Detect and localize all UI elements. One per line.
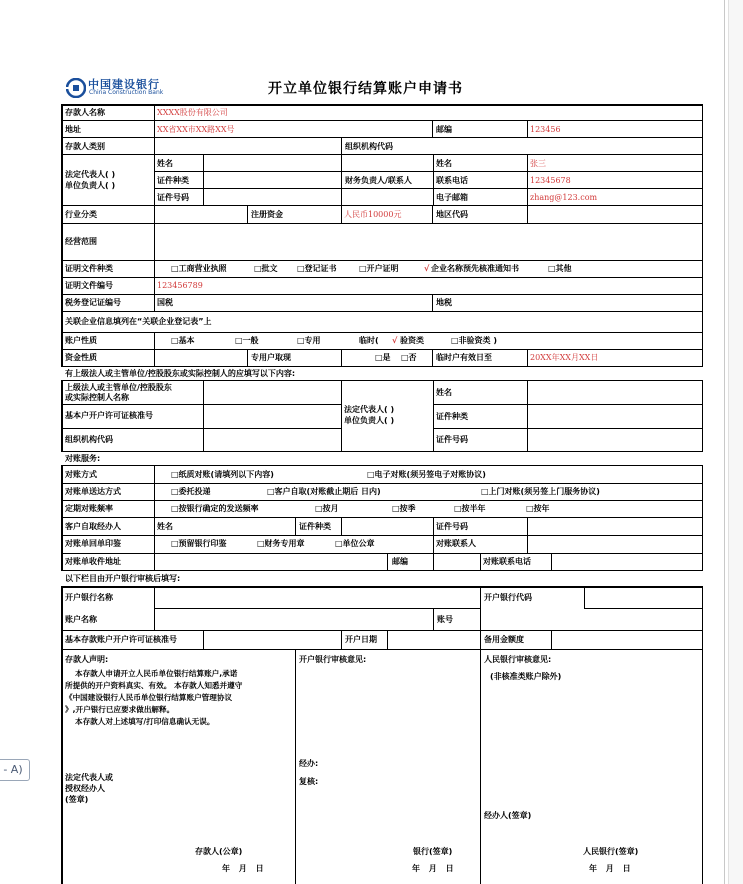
freq-year-option[interactable]: □按年 <box>526 504 550 513</box>
email-value[interactable]: zhang@123.com <box>530 193 598 202</box>
account-no-label: 账号 <box>437 615 453 624</box>
declaration-line-4: 》,开户银行已应要求做出解释。 <box>65 705 175 714</box>
grid-line <box>247 349 248 367</box>
grid-line <box>61 349 703 350</box>
grid-line <box>341 154 342 206</box>
opening-bank-name-label: 开户银行名称 <box>65 593 113 602</box>
grid-line <box>433 553 434 571</box>
seal-reserved-option[interactable]: □预留银行印鉴 <box>171 539 227 548</box>
signer-label-3: (签章) <box>65 795 89 804</box>
grid-line <box>433 608 434 630</box>
grid-line <box>527 535 528 553</box>
industry-label: 行业分类 <box>65 210 97 219</box>
cert-option-other[interactable]: □其他 <box>548 264 572 273</box>
bank-name-en: China Construction Bank <box>89 89 164 96</box>
grid-line <box>154 465 155 571</box>
recon-freq-label: 定期对账频率 <box>65 504 113 513</box>
grid-line <box>154 104 155 311</box>
account-name-label: 账户名称 <box>65 615 97 624</box>
grid-line <box>584 586 585 608</box>
grid-line <box>295 517 296 535</box>
superior-note: 有上级法人或主管单位/控股股东或实际控制人的应填写以下内容: <box>65 369 296 378</box>
pboc-review-subtitle: (非核准类账户除外) <box>490 672 562 681</box>
grid-line <box>551 553 552 571</box>
grid-line <box>433 517 434 535</box>
ccb-logo-icon <box>66 78 86 98</box>
national-tax-label: 国税 <box>157 298 173 307</box>
seal-company-option[interactable]: □单位公章 <box>335 539 375 548</box>
reserve-amount-label: 备用金额度 <box>484 635 524 644</box>
cert-no-value[interactable]: 123456789 <box>157 281 203 290</box>
side-tab[interactable]: - A) <box>0 759 30 781</box>
signer-label-2: 授权经办人 <box>65 784 105 793</box>
grid-line <box>480 649 481 884</box>
recon-seal-label: 对账单回单印鉴 <box>65 539 121 548</box>
legal-id-type-label: 证件种类 <box>157 176 189 185</box>
agent-id-type-label: 证件种类 <box>299 522 331 531</box>
freq-half-option[interactable]: □按半年 <box>454 504 486 513</box>
grid-line <box>61 137 703 138</box>
grid-line <box>154 586 155 630</box>
grid-line <box>527 120 528 138</box>
declaration-line-5: 本存款人对上述填写/打印信息确认无误。 <box>75 717 215 726</box>
grid-line <box>61 311 703 312</box>
grid-line <box>433 535 434 553</box>
grid-line <box>61 120 703 121</box>
seal-finance-option[interactable]: □财务专用章 <box>257 539 305 548</box>
grid-line <box>61 380 703 381</box>
temp-expiry-value[interactable]: 20XX年XX月XX日 <box>530 353 599 362</box>
grid-line <box>551 630 552 650</box>
email-label: 电子邮箱 <box>436 193 468 202</box>
grid-line <box>527 349 528 367</box>
grid-line <box>61 483 703 484</box>
grid-line <box>527 205 528 224</box>
grid-line <box>61 366 703 367</box>
recon-delivery-label: 对账单送达方式 <box>65 487 121 496</box>
superior-org-code-label: 组织机构代码 <box>65 435 113 444</box>
grid-line <box>61 649 703 650</box>
bank-logo <box>66 76 186 98</box>
grid-line <box>387 553 388 571</box>
grid-line <box>61 404 341 405</box>
account-basic-option[interactable]: □基本 <box>171 336 195 345</box>
superior-name-label-2: 或实际控制人名称 <box>65 393 129 402</box>
account-temp-capital-option[interactable]: 验资类 <box>400 336 424 345</box>
local-tax-label: 地税 <box>436 298 452 307</box>
business-scope-label: 经营范围 <box>65 237 97 246</box>
grid-line <box>61 332 703 333</box>
depositor-type-label: 存款人类别 <box>65 142 105 151</box>
temp-expiry-label: 临时户有效日至 <box>436 353 492 362</box>
grid-line <box>61 154 703 155</box>
account-general-option[interactable]: □一般 <box>235 336 259 345</box>
fund-nature-label: 资金性质 <box>65 353 97 362</box>
grid-line <box>341 205 342 224</box>
capital-label: 注册资金 <box>251 210 283 219</box>
grid-line <box>154 171 703 172</box>
grid-line <box>527 154 528 206</box>
signer-label-1: 法定代表人或 <box>65 773 113 782</box>
grid-line <box>61 586 63 884</box>
opening-bank-code-label: 开户银行代码 <box>484 593 532 602</box>
superior-name-label: 姓名 <box>436 388 452 397</box>
pboc-date: 年 月 日 <box>589 864 631 873</box>
legal-id-no-label: 证件号码 <box>157 193 189 202</box>
tax-reg-label: 税务登记证编号 <box>65 298 121 307</box>
pboc-seal-label: 人民银行(签章) <box>583 847 639 856</box>
grid-line <box>480 553 481 571</box>
grid-line <box>61 570 703 571</box>
grid-line <box>154 332 155 367</box>
delivery-door-option[interactable]: □上门对账(须另签上门服务协议) <box>481 487 600 496</box>
grid-line <box>154 188 703 189</box>
recon-contact-label: 对账联系人 <box>436 539 476 548</box>
grid-line <box>480 630 481 650</box>
grid-line <box>387 630 388 650</box>
postcode-label: 邮编 <box>436 125 452 134</box>
cert-no-label: 证明文件编号 <box>65 281 113 290</box>
grid-line <box>702 465 703 571</box>
freq-month-option[interactable]: □按月 <box>315 504 339 513</box>
grid-line <box>61 586 703 588</box>
grid-line <box>61 465 703 466</box>
grid-line <box>702 332 703 367</box>
grid-line <box>433 404 703 405</box>
related-enterprise-note: 关联企业信息填列在“关联企业登记表”上 <box>65 317 212 326</box>
grid-line <box>61 517 703 518</box>
pboc-review-title: 人民银行审核意见: <box>484 655 552 664</box>
bank-date: 年 月 日 <box>412 864 454 873</box>
fetch-yes-option[interactable]: □是 <box>375 353 391 362</box>
checked-mark-icon: √ <box>392 336 398 345</box>
declaration-line-3: 《中国建设银行人民币单位银行结算账户管理协议 <box>65 693 233 702</box>
grid-line <box>341 380 342 452</box>
grid-line <box>341 137 342 155</box>
checked-mark-icon: √ <box>424 264 430 273</box>
grid-line <box>154 608 480 609</box>
account-temp-noncapital-option[interactable]: □非验资类 ) <box>451 336 497 345</box>
superior-id-no-label: 证件号码 <box>436 435 468 444</box>
grid-line <box>61 104 63 334</box>
grid-line <box>480 586 481 608</box>
depositor-date: 年 月 日 <box>222 864 264 873</box>
postcode-value[interactable]: 123456 <box>530 125 561 134</box>
vertical-scrollbar[interactable] <box>728 0 743 884</box>
finance-contact-label: 财务负责人/联系人 <box>345 176 412 185</box>
depositor-name-value[interactable]: XXXX股份有限公司 <box>157 108 228 117</box>
bank-reviewer-label: 复核: <box>299 777 319 786</box>
grid-line <box>61 104 703 106</box>
bank-review-title: 开户银行审核意见: <box>299 655 367 664</box>
grid-line <box>432 120 433 138</box>
account-special-option[interactable]: □专用 <box>297 336 321 345</box>
agent-id-no-label: 证件号码 <box>436 522 468 531</box>
account-nature-label: 账户性质 <box>65 336 97 345</box>
grid-line <box>61 500 703 501</box>
grid-line <box>61 294 703 295</box>
recon-postcode-label: 邮编 <box>392 557 408 566</box>
grid-line <box>203 154 204 206</box>
grid-line <box>584 608 703 609</box>
grid-line <box>702 104 703 334</box>
phone-value[interactable]: 12345678 <box>530 176 571 185</box>
grid-line <box>61 451 703 452</box>
self-pickup-agent-label: 客户自取经办人 <box>65 522 121 531</box>
declaration-title: 存款人声明: <box>65 655 109 664</box>
grid-line <box>61 630 703 631</box>
grid-line <box>527 380 528 452</box>
grid-line <box>61 277 703 278</box>
recon-method-label: 对账方式 <box>65 470 97 479</box>
legal-name-label: 姓名 <box>157 159 173 168</box>
cert-option-name-approval[interactable]: 企业名称预先核准通知书 <box>431 264 519 273</box>
grid-line <box>341 517 342 535</box>
recon-section-label: 对账服务: <box>65 454 101 463</box>
grid-line <box>61 332 63 367</box>
grid-line <box>702 586 703 884</box>
phone-label: 联系电话 <box>436 176 468 185</box>
bank-handler-label: 经办: <box>299 759 319 768</box>
depositor-seal-label: 存款人(公章) <box>195 847 243 856</box>
grid-line <box>341 349 342 367</box>
cert-option-registration[interactable]: □登记证书 <box>297 264 337 273</box>
legal-rep-label-1: 法定代表人( ) <box>65 170 116 179</box>
grid-line <box>433 380 434 452</box>
address-label: 地址 <box>65 125 81 134</box>
grid-line <box>61 535 703 536</box>
superior-id-type-label: 证件种类 <box>436 412 468 421</box>
recon-paper-option[interactable]: □纸质对账(请填列以下内容) <box>171 470 274 479</box>
delivery-self-option[interactable]: □客户自取(对账截止期后 日内) <box>267 487 381 496</box>
form-title: 开立单位银行结算账户申请书 <box>268 81 463 97</box>
grid-line <box>295 649 296 884</box>
superior-legal-label-2: 单位负责人( ) <box>344 416 395 425</box>
capital-value[interactable]: 人民币10000元 <box>344 210 402 219</box>
agent-name-label: 姓名 <box>157 522 173 531</box>
grid-line <box>61 553 703 554</box>
recon-mail-addr-label: 对账单收件地址 <box>65 557 121 566</box>
grid-line <box>341 630 342 650</box>
cert-option-opening[interactable]: □开户证明 <box>359 264 399 273</box>
contact-name-value[interactable]: 张三 <box>530 159 546 168</box>
bank-name-cn: 中国建设银行 <box>88 78 160 91</box>
freq-quarter-option[interactable]: □按季 <box>392 504 416 513</box>
grid-line <box>480 608 481 630</box>
org-code-label: 组织机构代码 <box>345 142 393 151</box>
contact-name-label: 姓名 <box>436 159 452 168</box>
grid-line <box>61 260 703 261</box>
grid-line <box>203 380 204 452</box>
grid-line <box>203 630 204 650</box>
cert-option-approval[interactable]: □批文 <box>254 264 278 273</box>
special-fetch-label: 专用户取现 <box>251 353 291 362</box>
depositor-name-label: 存款人名称 <box>65 108 105 117</box>
declaration-line-2: 所提供的开户资料真实、有效。 本存款人知悉并遵守 <box>65 681 243 690</box>
address-value[interactable]: XX省XX市XX路XX号 <box>157 125 235 134</box>
recon-contact-phone-label: 对账联系电话 <box>483 557 531 566</box>
legal-rep-label-2: 单位负责人( ) <box>65 181 116 190</box>
grid-line <box>433 154 434 206</box>
grid-line <box>432 294 433 312</box>
account-temp-label: 临时( <box>359 336 379 345</box>
freq-bank-option[interactable]: □按银行确定的发送频率 <box>171 504 259 513</box>
region-code-label: 地区代码 <box>436 210 468 219</box>
grid-line <box>527 517 528 535</box>
superior-name-label-1: 上级法人或主管单位/控股股东 <box>65 383 172 392</box>
open-date-label: 开户日期 <box>345 635 377 644</box>
grid-line <box>61 380 63 452</box>
recon-electronic-option[interactable]: □电子对账(须另签电子对账协议) <box>367 470 486 479</box>
grid-line <box>61 205 703 206</box>
application-form <box>61 104 703 884</box>
declaration-line-1: 本存款人申请开立人民币单位银行结算账户,承诺 <box>75 669 238 678</box>
grid-line <box>432 205 433 224</box>
bank-seal-label: 银行(签章) <box>413 847 453 856</box>
grid-line <box>247 205 248 224</box>
basic-license-label: 基本户开户许可证核准号 <box>65 411 153 420</box>
delivery-mail-option[interactable]: □委托投递 <box>171 487 211 496</box>
grid-line <box>61 465 63 571</box>
fetch-no-option[interactable]: □否 <box>401 353 417 362</box>
grid-line <box>61 223 703 224</box>
pboc-handler-label: 经办人(签章) <box>484 811 532 820</box>
superior-legal-label-1: 法定代表人( ) <box>344 405 395 414</box>
bank-fill-note: 以下栏目由开户银行审核后填写: <box>65 574 181 583</box>
basic-account-license-label: 基本存款账户开户许可证核准号 <box>65 635 177 644</box>
grid-line <box>433 428 703 429</box>
grid-line <box>702 380 703 452</box>
grid-line <box>61 428 341 429</box>
cert-option-license[interactable]: □工商营业执照 <box>171 264 227 273</box>
cert-type-label: 证明文件种类 <box>65 264 113 273</box>
grid-line <box>432 349 433 367</box>
